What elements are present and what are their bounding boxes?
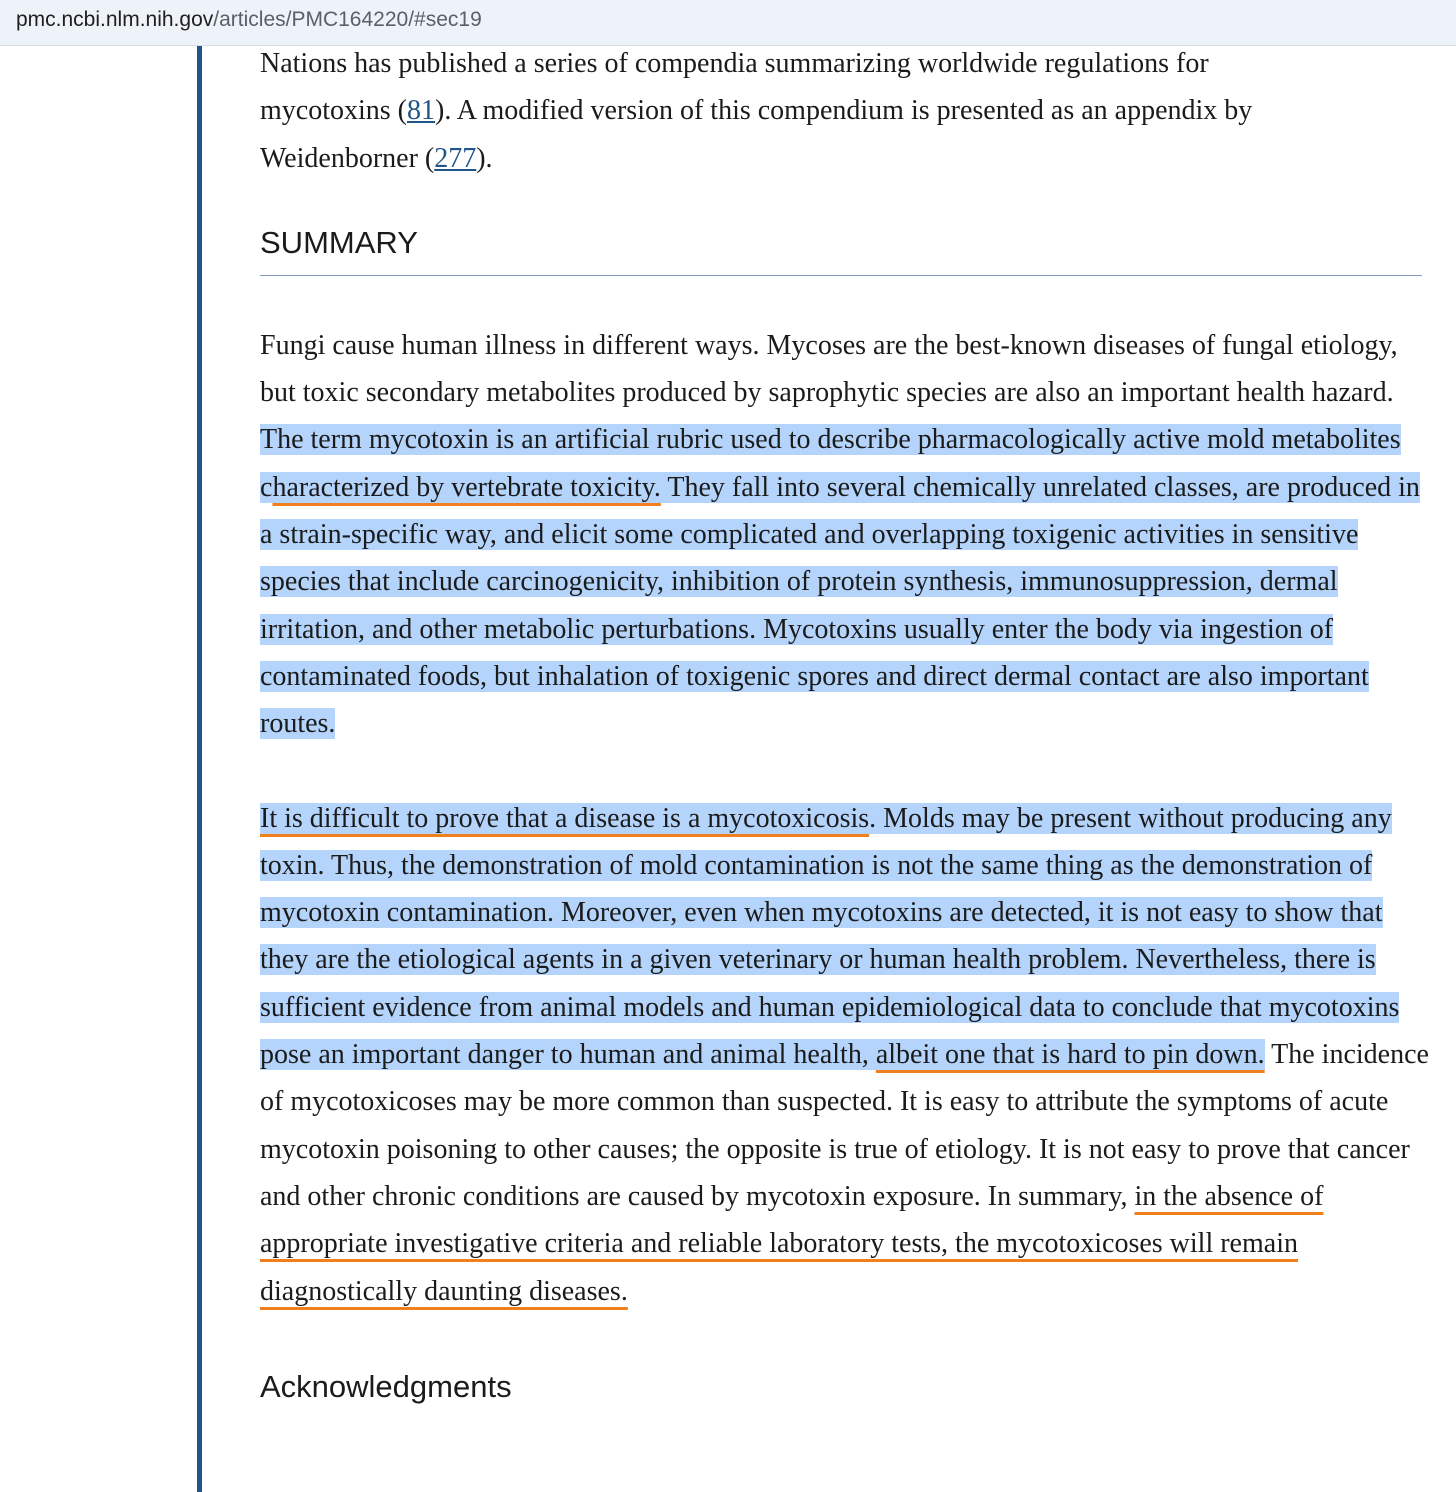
selected-text: . Molds may be present without producing any toxin. Thus, the demonstration of mold contamination is not the same thing as the demonstration of mycotoxin contamination. Moreover, even when mycotoxins are detected, it is not easy to show that they are the etiological agents in a given veterinary or human health problem. Nevertheless, there is sufficient evidence from animal models and human epidemiological data to conclude that mycotoxins pose an important danger to human and animal health, bbox=[260, 802, 1400, 1071]
selected-text: The term mycotoxin is an artificial rubric used to describe pharmacologically active mold metabolites c bbox=[260, 424, 1401, 503]
url-text[interactable] bbox=[16, 8, 482, 32]
reference-link-277[interactable]: 277 bbox=[434, 142, 477, 174]
section-divider bbox=[260, 275, 1422, 276]
intro-paragraph-tail: mycotoxins (81). A modified version of this compendium is presented as an appendix by Weidenborner (277). bbox=[260, 95, 1253, 174]
annotated-text: It is difficult to prove that a disease is a mycotoxicosis bbox=[260, 802, 870, 834]
summary-paragraph-2: It is difficult to prove that a disease is a mycotoxicosis. Molds may be present without producing any toxin. Thus, the demonstration of mold contamination is not the same thing as the demonstration of mycotoxin contamination. Moreover, even when mycotoxins are detected, it is not easy to show that they are the etiological agents in a given veterinary or human health problem. Nevertheless, there is sufficient evidence from animal models and human epidemiological data to conclude that mycotoxins pose an important danger to human and animal health, albeit one that is hard to pin down. The incidence of mycotoxicoses may be more common than suspected. It is easy to attribute the symptoms of acute mycotoxin poisoning to other causes; the opposite is true of etiology. It is not easy to prove that cancer and other chronic conditions are caused by mycotoxin exposure. In summary, in the absence of appropriate investigative criteria and reliable laboratory tests, the mycotoxicoses will remain diagnostically daunting diseases. bbox=[260, 802, 1429, 1307]
url-host: pmc.ncbi.nlm.nih.gov bbox=[16, 8, 214, 31]
section-heading-acknowledgments: Acknowledgments bbox=[260, 1368, 512, 1404]
annotated-text: haracterized by vertebrate toxicity. bbox=[272, 471, 661, 503]
article-side-rule bbox=[197, 46, 202, 1492]
annotated-text: albeit one that is hard to pin down. bbox=[875, 1039, 1265, 1071]
summary-paragraph-1: Fungi cause human illness in different ways. Mycoses are the best-known diseases of fungal etiology, but toxic secondary metabolites produced by saprophytic species are also an important health hazard. The term mycotoxin is an artificial rubric used to describe pharmacologically active mold metabolites characterized by vertebrate toxicity. They fall into several chemically unrelated classes, are produced in a strain-specific way, and elicit some complicated and overlapping toxigenic activities in sensitive species that include carcinogenicity, inhibition of protein synthesis, immunosuppression, dermal irritation, and other metabolic perturbations. Mycotoxins usually enter the body via ingestion of contaminated foods, but inhalation of toxigenic spores and direct dermal contact are also important routes. bbox=[260, 329, 1420, 740]
intro-cut-line: Nations has published a series of compendia summarizing worldwide regulations for bbox=[260, 48, 1209, 79]
section-heading-summary: SUMMARY bbox=[260, 224, 418, 260]
annotated-text: in the absence of appropriate investigative criteria and reliable laboratory tests, the mycotoxicoses will remain diagnostically daunting diseases. bbox=[260, 1180, 1324, 1307]
selected-text: They fall into several chemically unrelated classes, are produced in a strain-specific way, and elicit some complicated and overlapping toxigenic activities in sensitive species that include carcinogenicity, inhibition of protein synthesis, immunosuppression, dermal irritation, and other metabolic perturbations. Mycotoxins usually enter the body via ingestion of contaminated foods, but inhalation of toxigenic spores and direct dermal contact are also important routes. bbox=[260, 471, 1420, 740]
article-body bbox=[260, 40, 1430, 1409]
reference-link-81[interactable]: 81 bbox=[407, 95, 435, 127]
url-path: /articles/PMC164220/#sec19 bbox=[213, 8, 482, 31]
